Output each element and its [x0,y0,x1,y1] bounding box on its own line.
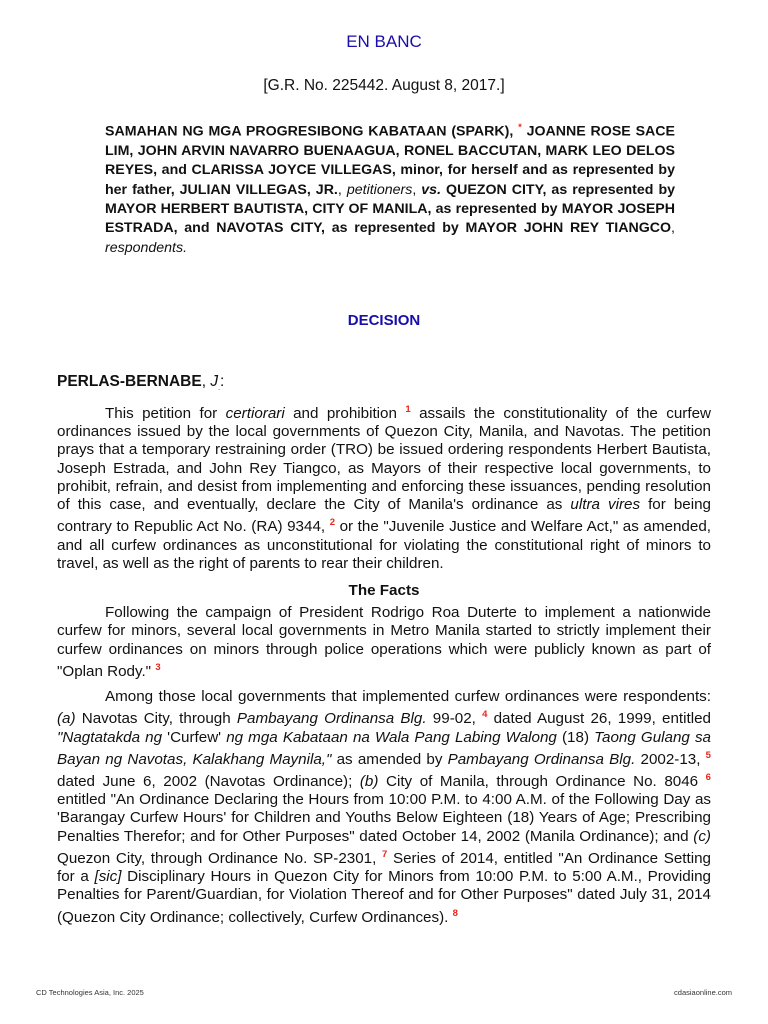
caption-comma: , [337,181,342,198]
text: entitled "An Ordinance Declaring the Hours from 10:00 P.M. to 4:00 A.M. of the Following Day as 'Barangay Curfew Hours' for Children and Youths Below Eighteen (18) Years of Age; Prescribing Penalties Therefor; and for Other Purposes" dated October 14, 2002 (Manila Ordinance); and [57,791,711,845]
text-italic: Taong Gulang sa Bayan ng Navotas, Kalakhang Maynila," [57,728,711,768]
text: This petition for [105,405,226,423]
text-italic: Pambayang Ordinansa Blg. [447,750,636,768]
case-caption [105,118,675,258]
text-italic: ng mga Kabataan na Wala Pang Labing Walong [226,728,557,746]
text: Quezon City, through Ordinance No. SP-2301, [57,849,377,867]
caption-respondents-names: QUEZON CITY, as represented by MAYOR HERBERT BAUTISTA, CITY OF MANILA, as represented by MAYOR JOSEPH ESTRADA, and NAVOTAS CITY, as represented by MAYOR JOHN REY TIANGCO [105,181,676,237]
ponente-colon: : [220,373,225,390]
text: dated August 26, 1999, entitled [487,710,711,728]
spacer [57,681,711,688]
gr-number: [G.R. No. 225442. August 8, 2017.] [263,77,505,94]
ponente-line [57,373,224,392]
footnote-link[interactable]: 6 [705,771,711,783]
ponente-sep: , [201,373,211,390]
text-italic: certiorari [225,405,285,423]
text-italic: (c) [693,827,711,845]
footer-site-link[interactable]: cdasiaonline.com [674,988,732,997]
ponente-j: J [210,373,219,390]
text: (18) [556,728,595,746]
text: City of Manila, through Ordinance No. 8046 [378,773,699,791]
footnote-link[interactable]: 5 [705,749,711,761]
court-division-heading: EN BANC [346,32,422,51]
caption-comma: , [671,220,675,237]
caption-petitioner-spark: SAMAHAN NG MGA PROGRESIBONG KABATAAN (SPARK), [105,123,514,140]
text-italic: Pambayang Ordinansa Blg. [236,710,427,728]
text: assails the constitutionality of the curfew ordinances issued by the local governments of Quezon City, Manila, and Navotas. The petition prays that a temporary restraining order (TRO) be issued ordering respondents Herbert Bautista, Joseph Estrada, and John Rey Tiangco, as Mayors of their respective local governments, to prohibit, refrain, and desist from implementing and enforcing these issuances, pending resolution of this case, and eventually, declare the City of Manila's ordinance as [57,405,711,514]
ponente-name: PERLAS-BERNABE [57,373,202,390]
text: dated June 6, 2002 (Navotas Ordinance); [57,773,360,791]
caption-footnote-star[interactable]: * [518,122,522,132]
caption-respondents-label: respondents. [105,239,188,256]
text-italic: ultra vires [570,496,641,514]
footnote-link[interactable]: 1 [405,404,411,415]
text: Navotas City, through [75,710,237,728]
text-italic: (b) [359,773,379,791]
text: 'Curfew' [162,728,227,746]
paragraph-3 [57,688,711,927]
ponente-j-sub: . [218,385,221,393]
caption-versus: vs. [421,181,442,198]
text: Series of 2014, entitled "An Ordinance Setting for a [57,849,711,886]
paragraph-2 [57,604,711,681]
text: and prohibition [284,405,406,423]
text: Following the campaign of President Rodrigo Roa Duterte to implement a nationwide curfew for minors, several local governments in Metro Manila started to strictly implement their curfew ordinances on minors through police operations which were publicly known as part of "Oplan Rody." [57,604,711,680]
footnote-link[interactable]: 4 [482,709,488,721]
text-italic: [sic] [94,868,122,886]
text: as amended by [331,750,448,768]
footnote-link[interactable]: 8 [452,907,458,919]
caption-petitioners-names: JOANNE ROSE SACE LIM, JOHN ARVIN NAVARRO BUENAAGUA, RONEL BACCUTAN, MARK LEO DELOS REYES, and CLARISSA JOYCE VILLEGAS, minor, for herself and as represented by her father, JULIAN VILLEGAS, JR. [105,123,676,198]
spacer [57,573,711,580]
text-italic: "Nagtatakda ng [57,728,163,746]
decision-title: DECISION [347,312,421,329]
section-heading-facts: The Facts [348,581,420,599]
footnote-link[interactable]: 7 [382,848,388,860]
caption-petitioners-label: petitioners [346,181,413,198]
decision-body [57,401,711,927]
text: for being contrary to Republic Act No. (RA) 9344, [57,496,711,536]
text: Among those local governments that implemented curfew ordinances were respondents: [105,688,711,706]
footer-copyright: CD Technologies Asia, Inc. 2025 [36,988,144,997]
text: 2002-13, [635,750,701,768]
text: Disciplinary Hours in Quezon City for Minors from 10:00 P.M. to 5:00 A.M., Providing Penalties for Parent/Guardian, for Violation Thereof and for Other Purposes" dated July 31, 2014 (Quezon City Ordinance; collectively, Curfew Ordinances). [57,868,711,926]
footnote-link[interactable]: 2 [329,517,335,529]
caption-comma: , [412,181,417,198]
text-italic: (a) [57,710,76,728]
text: or the "Juvenile Justice and Welfare Act," as amended, and all curfew ordinances as unconstitutional for violating the constitutional right of minors to travel, as well as the right of parents to rear their children. [57,518,711,572]
footnote-link[interactable]: 3 [155,661,161,673]
text: 99-02, [426,710,476,728]
paragraph-1 [57,401,711,573]
